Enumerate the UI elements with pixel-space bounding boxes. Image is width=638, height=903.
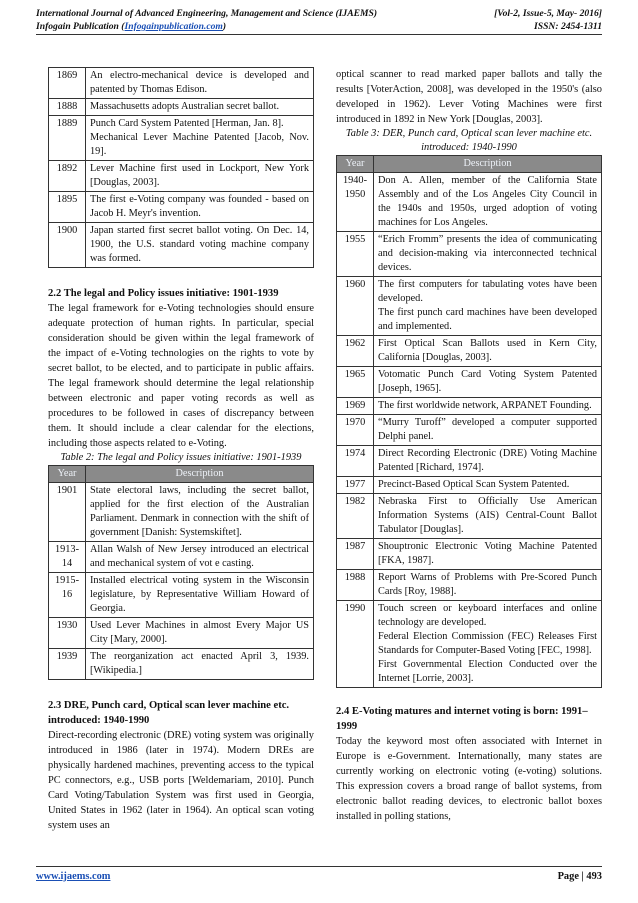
description-cell (86, 116, 314, 161)
year-cell: 1930 (49, 618, 86, 649)
description-cell (374, 232, 602, 277)
description-cell (374, 539, 602, 570)
site-link[interactable]: www.ijaems.com (36, 871, 111, 882)
table-row (49, 161, 314, 192)
description-line: Precinct-Based Optical Scan System Patented. (378, 479, 570, 490)
year-cell: 1990 (337, 601, 374, 688)
header-description: Description (374, 156, 602, 173)
table-row (337, 446, 602, 477)
right-column (336, 67, 602, 824)
publisher: Infogain Publication (Infogainpublication.com) (36, 21, 227, 32)
table-3-caption: Table 3: DER, Punch card, Optical scan lever machine etc. introduced: 1940-1990 (345, 128, 593, 153)
description-line: Direct Recording Electronic (DRE) Voting Machine Patented [Richard, 1974]. (378, 448, 597, 473)
description-line: Don A. Allen, member of the California State Assembly and of the Los Angeles City Council in the 1940s and 1950s, urged adoption of voting machines for Los Angeles. (378, 175, 597, 228)
description-cell (374, 398, 602, 415)
header-year: Year (49, 466, 86, 483)
section-2-3-heading: 2.3 DRE, Punch card, Optical scan lever machine etc. introduced: 1940-1990 (48, 700, 290, 726)
page-header (36, 7, 602, 35)
year-cell: 1977 (337, 477, 374, 494)
description-line: Used Lever Machines in almost Every Major US City [Mary, 2000]. (90, 620, 309, 645)
table-row (337, 601, 602, 688)
description-cell (374, 494, 602, 539)
table-row (337, 277, 602, 336)
table-row (337, 494, 602, 539)
description-line: The first worldwide network, ARPANET Founding. (378, 400, 592, 411)
table-row (337, 398, 602, 415)
table-row (49, 68, 314, 99)
year-cell: 1974 (337, 446, 374, 477)
table-row (337, 415, 602, 446)
year-cell: 1901 (49, 483, 86, 542)
description-cell (86, 618, 314, 649)
description-cell (374, 415, 602, 446)
table-row (337, 570, 602, 601)
description-line: “Erich Fromm” presents the idea of communicating and decision-making via interconnected technical devices. (378, 234, 597, 273)
description-cell (374, 336, 602, 367)
page-number: Page | 493 (557, 871, 602, 882)
year-cell: 1955 (337, 232, 374, 277)
year-cell: 1965 (337, 367, 374, 398)
year-cell: 1969 (337, 398, 374, 415)
description-line: Lever Machine first used in Lockport, New York [Douglas, 2003]. (90, 163, 309, 188)
table-row (337, 336, 602, 367)
description-line: An electro-mechanical device is developed and patented by Thomas Edison. (90, 70, 309, 95)
description-cell (86, 483, 314, 542)
table-row (337, 232, 602, 277)
description-line: State electoral laws, including the secret ballot, applied for the first election of the Australian Parliament. Denmark in connection with the shift of government [Danish: Systemskiftet]. (90, 485, 309, 538)
section-2-3-body: Direct-recording electronic (DRE) voting system was originally introduced in 1986 (later in 1974). Modern DREs are physically hardened machines, preventing access to the typical PC connectors, e.g., USB ports [Weldemariam, 2010]. Punch Card Voting/Tabulation System was first used in Georgia, United States in 1962 (later in 1964). An optical scan voting system uses an (48, 730, 314, 831)
header-year: Year (337, 156, 374, 173)
header-description: Description (86, 466, 314, 483)
description-cell (86, 99, 314, 116)
table-row (49, 573, 314, 618)
section-2-2-heading: 2.2 The legal and Policy issues initiative: 1901-1939 (48, 288, 279, 299)
year-cell: 1982 (337, 494, 374, 539)
description-cell (374, 173, 602, 232)
year-cell: 1940-1950 (337, 173, 374, 232)
year-cell: 1895 (49, 192, 86, 223)
description-cell (374, 601, 602, 688)
table-1 (48, 67, 314, 268)
year-cell: 1892 (49, 161, 86, 192)
description-line: The reorganization act enacted April 3, 1939. [Wikipedia.] (90, 651, 309, 676)
section-2-3-continued: optical scanner to read marked paper ballots and tally the results [VoterAction, 2008], was developed in the 1950's (also developed in 1962). Lever Voting Machines were first introduced in 1892 in New York [Douglas, 2003]. (336, 69, 602, 125)
description-line: Installed electrical voting system in the Wisconsin legislature, by Representative William Howard of Georgia. (90, 575, 309, 614)
journal-title: International Journal of Advanced Engineering, Management and Science (IJAEMS) (36, 8, 378, 19)
description-cell (374, 277, 602, 336)
description-line: First Optical Scan Ballots used in Kern City, California [Douglas, 2003]. (378, 338, 597, 363)
description-cell (374, 367, 602, 398)
table-row (49, 542, 314, 573)
page-footer (36, 866, 602, 882)
description-line: Mechanical Lever Machine Patented [Jacob, Nov. 19]. (90, 132, 309, 157)
description-line: Massachusetts adopts Australian secret ballot. (90, 101, 280, 112)
description-line: The first computers for tabulating votes have been developed. (378, 279, 597, 304)
year-cell: 1960 (337, 277, 374, 336)
description-line: The first e-Voting company was founded - based on Jacob H. Meyr's invention. (90, 194, 309, 219)
description-cell (86, 223, 314, 268)
table-row (49, 649, 314, 680)
table-row (337, 173, 602, 232)
description-cell (86, 649, 314, 680)
description-line: “Murry Turoff” developed a computer supported Delphi panel. (378, 417, 597, 442)
description-line: Votomatic Punch Card Voting System Patented [Joseph, 1965]. (378, 369, 597, 394)
description-cell (374, 477, 602, 494)
section-2-4-heading: 2.4 E-Voting matures and internet voting is born: 1991–1999 (336, 706, 588, 732)
description-cell (374, 570, 602, 601)
description-cell (86, 68, 314, 99)
left-column (48, 67, 314, 833)
description-line: Punch Card System Patented [Herman, Jan. 8]. (90, 118, 284, 129)
year-cell: 1913-14 (49, 542, 86, 573)
year-cell: 1988 (337, 570, 374, 601)
year-cell: 1939 (49, 649, 86, 680)
description-cell (86, 161, 314, 192)
year-cell: 1888 (49, 99, 86, 116)
section-2-4-body: Today the keyword most often associated with Internet in Europe is e-Government. Internationally, many states are currently working on electronic voting (e-voting) solutions. This expression covers a broad range of ballot systems, from electronic ballot reading devices, to electronic ballot boxes installed in polling stations, (336, 736, 602, 822)
description-line: First Governmental Election Conducted over the Internet [Lorrie, 2003]. (378, 659, 597, 684)
table-row (49, 99, 314, 116)
table-row (337, 367, 602, 398)
description-line: Report Warns of Problems with Pre-Scored Punch Cards [Roy, 1988]. (378, 572, 597, 597)
description-line: The first punch card machines have been developed and implemented. (378, 307, 597, 332)
table-3 (336, 155, 602, 688)
description-cell (374, 446, 602, 477)
year-cell: 1970 (337, 415, 374, 446)
year-cell: 1869 (49, 68, 86, 99)
table-row (337, 539, 602, 570)
description-line: Federal Election Commission (FEC) Releases First Standards for Computer-Based Voting [FEC, 1998]. (378, 631, 597, 656)
table-row (49, 116, 314, 161)
table-row (337, 477, 602, 494)
description-line: Shouptronic Electronic Voting Machine Patented [FKA, 1987]. (378, 541, 597, 566)
table-row (49, 483, 314, 542)
table-header-row (337, 156, 602, 173)
description-line: Allan Walsh of New Jersey introduced an electrical and mechanical system of vot e casting. (90, 544, 309, 569)
year-cell: 1962 (337, 336, 374, 367)
year-cell: 1889 (49, 116, 86, 161)
table-row (49, 192, 314, 223)
section-2-2-body: The legal framework for e-Voting technologies should ensure adequate protection of human rights. In particular, special consideration should be given within the legal framework of the impact of e-Voting technologies on the rights to vote by secret ballot, to be elected, and to participate in public affairs. The legal framework should determine the legal relationship between electronic and paper voting records as well as procedures to be followed in cases of discrepancy between them. It should include a clear calendar for the elections, including those aspects related to e-Voting. (48, 303, 314, 449)
year-cell: 1900 (49, 223, 86, 268)
description-cell (86, 542, 314, 573)
table-row (49, 618, 314, 649)
table-row (49, 223, 314, 268)
description-line: Nebraska First to Officially Use American Information Systems (AIS) Central-Count Ballot Tabulator [Douglas]. (378, 496, 597, 535)
table-2-caption: Table 2: The legal and Policy issues initiative: 1901-1939 (60, 452, 302, 463)
table-header-row (49, 466, 314, 483)
description-line: Japan started first secret ballot voting. On Dec. 14, 1900, the U.S. standard voting machine company was formed. (90, 225, 309, 264)
year-cell: 1987 (337, 539, 374, 570)
description-cell (86, 192, 314, 223)
description-cell (86, 573, 314, 618)
description-line: Touch screen or keyboard interfaces and online technology are developed. (378, 603, 597, 628)
volume-info: [Vol-2, Issue-5, May- 2016] (494, 8, 602, 19)
issn: ISSN: 2454-1311 (534, 21, 602, 32)
year-cell: 1915-16 (49, 573, 86, 618)
table-2 (48, 465, 314, 680)
publisher-link[interactable]: Infogainpublication.com (124, 21, 223, 32)
